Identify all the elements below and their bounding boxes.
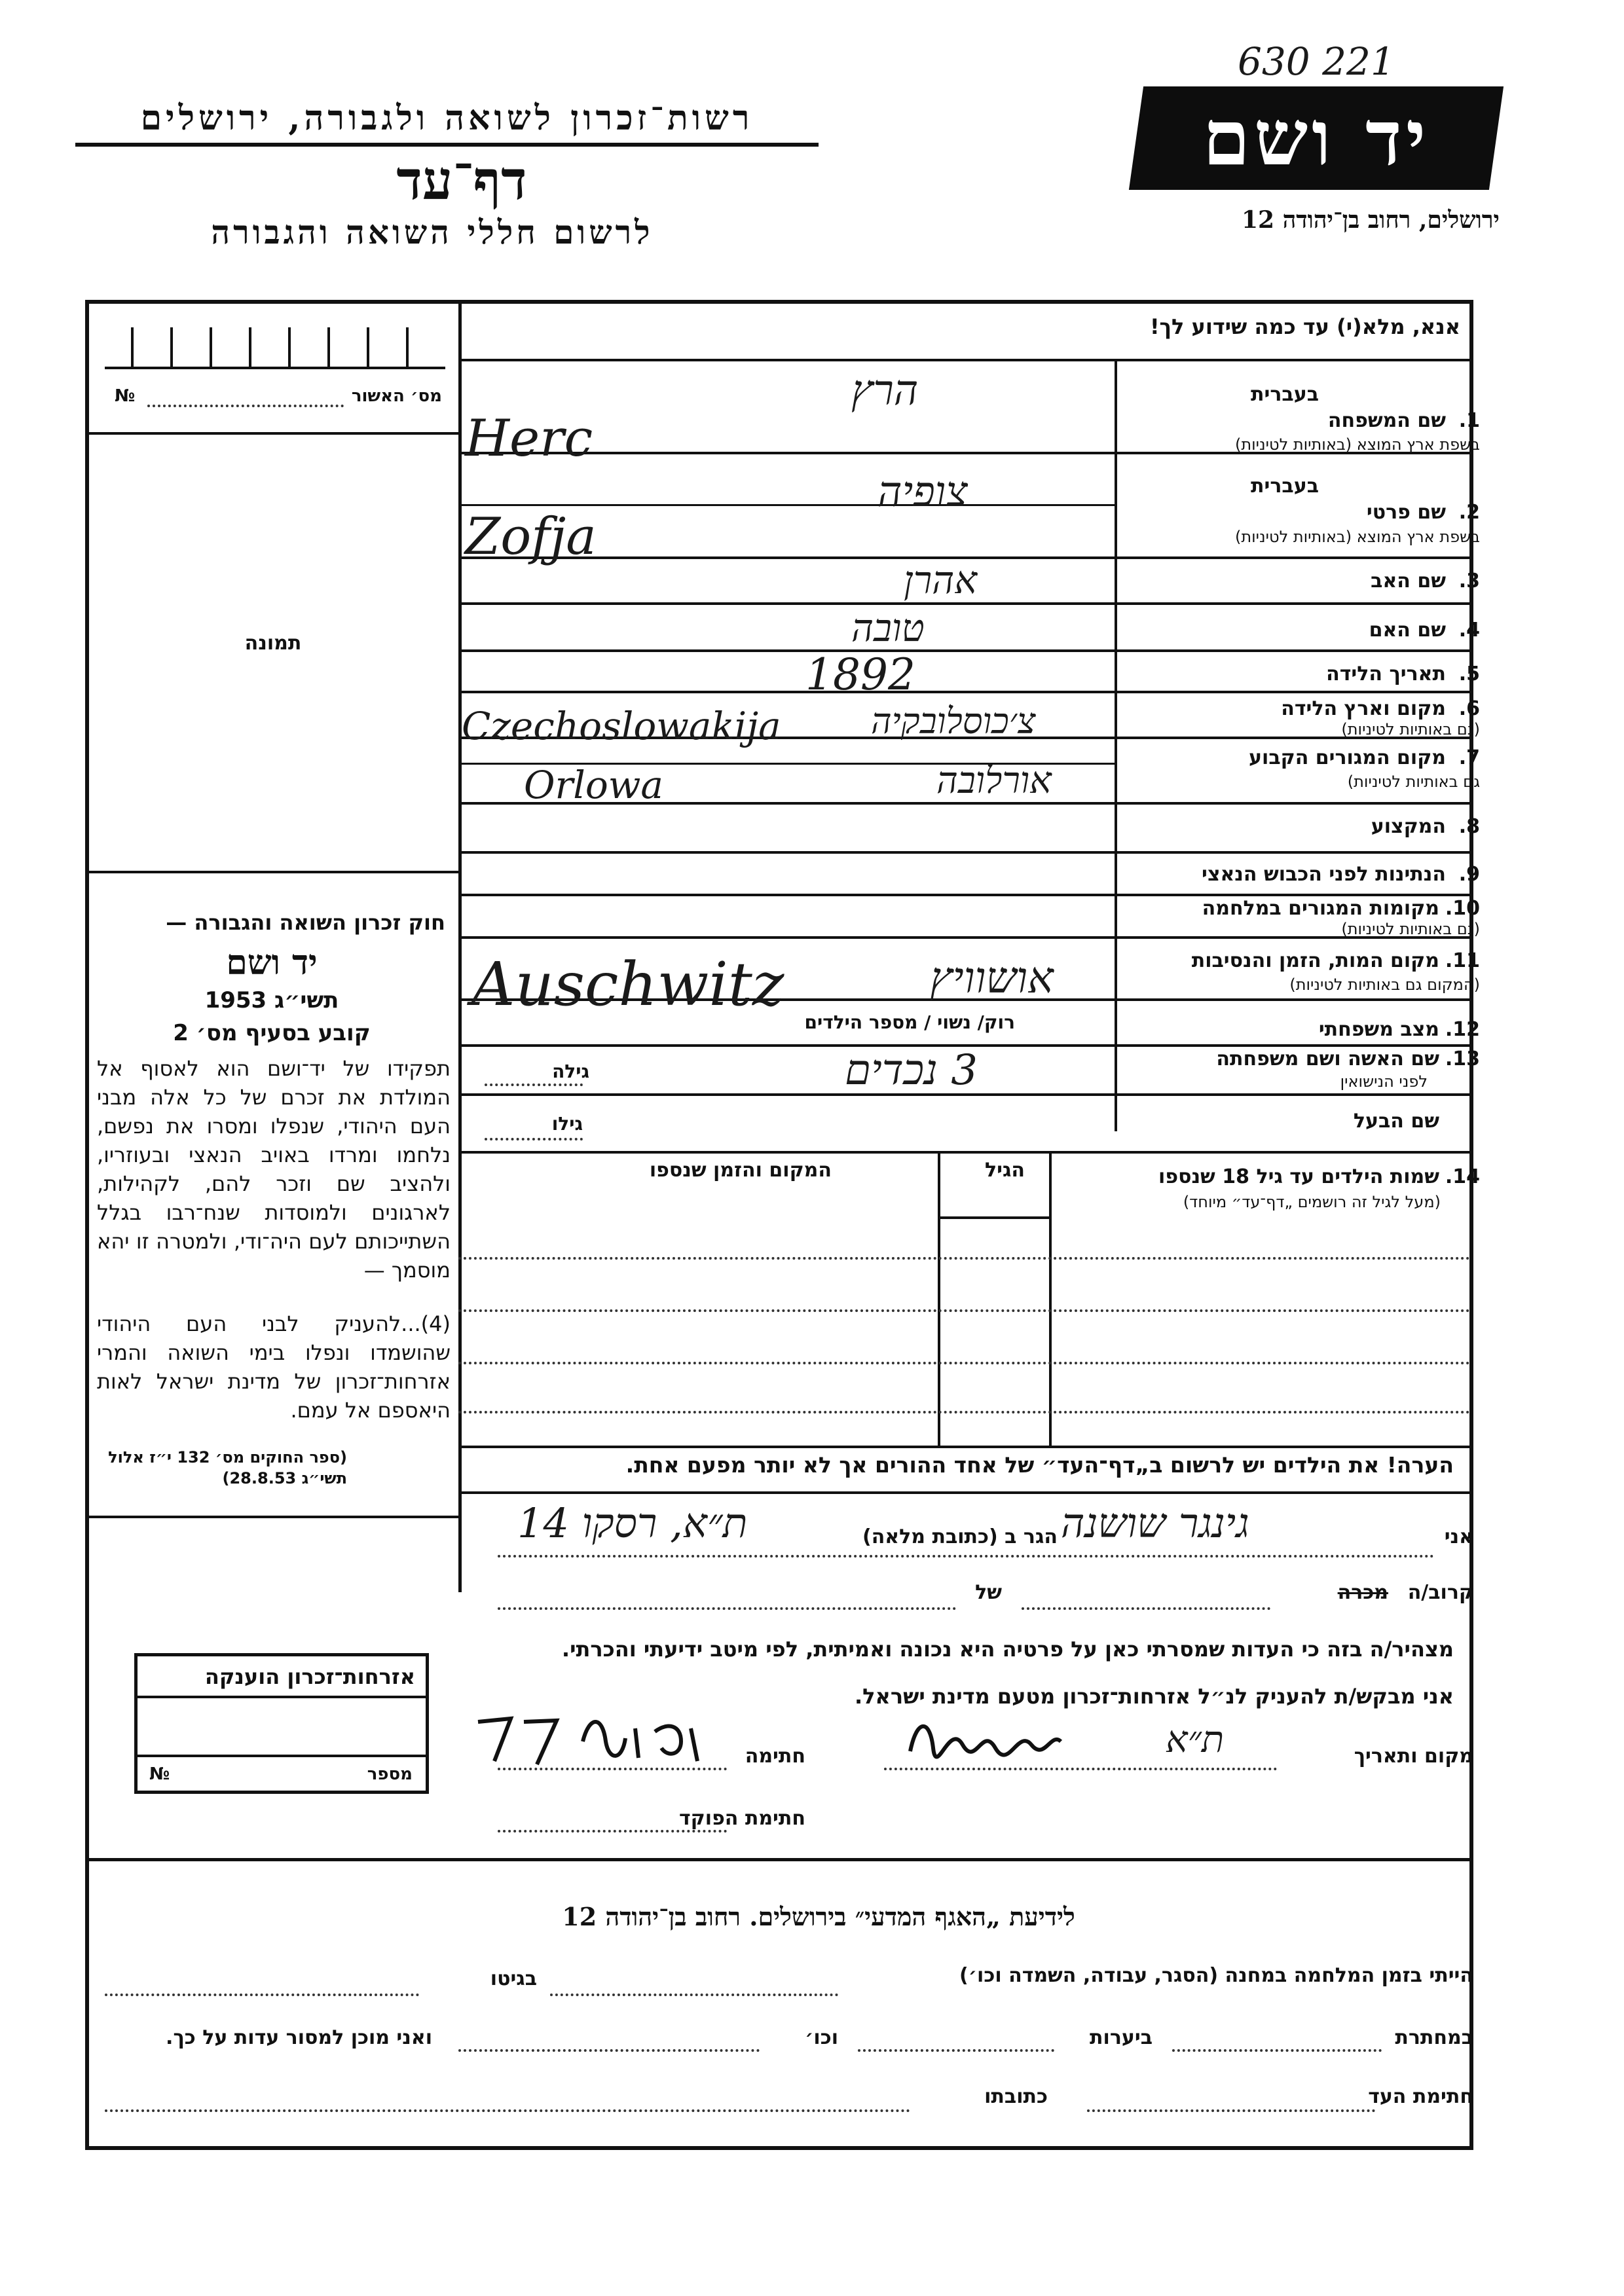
field-10-sub: (גם באותיות לטיניות) (1341, 920, 1480, 938)
declaration: מצהיר/ה בזה כי העדות שמסרתי כאן על פרטיה היא נכונה ואמיתית, לפי מיטב ידיעתי והכרתי. (561, 1637, 1454, 1662)
field-4-label: שם האם (1369, 619, 1446, 642)
approval-label: מס׳ האשור (351, 386, 442, 406)
archive-number: 630 221 (1238, 39, 1395, 84)
official-signature-label: חתימת הפוקד (679, 1807, 805, 1830)
field-2-heb-tag: בעברית (1251, 475, 1319, 498)
field-1-value-lat: Herc (465, 409, 593, 468)
field-10-label: מקומות המגורים במלחמה (1202, 897, 1439, 920)
label-column-divider (1115, 359, 1117, 1131)
field-2-label: שם פרטי (1366, 501, 1446, 524)
citizenship-number-label: מספר (367, 1764, 413, 1784)
field-6-value-lat: Czechoslowakija (462, 704, 781, 748)
approval-ticks (105, 327, 445, 369)
approval-no: № (115, 386, 136, 406)
left-column-divider (458, 302, 462, 1592)
husband-age-label: גילו (551, 1113, 583, 1135)
relation-shel: של (975, 1581, 1002, 1604)
children-label: שמות הילדים עד גיל 18 שנספו (1158, 1165, 1439, 1188)
place-date-value: ת״א (1166, 1719, 1225, 1761)
field-8-label: המקצוע (1371, 815, 1446, 838)
bottom-line2-b: ביערות (1090, 2026, 1153, 2049)
field-3-value: אהרן (904, 558, 978, 602)
field-13-value: 3 נכדים (845, 1046, 978, 1095)
field-1-label: שם המשפחה (1327, 409, 1446, 432)
request: אני מבקש/ת להעניק לנ״ל אזרחות־זכרון מטעם מדינת ישראל. (855, 1684, 1454, 1709)
field-5-num: 5. (1458, 663, 1480, 685)
approval-number-row (115, 386, 442, 412)
bottom-line1-a: הייתי בזמן המלחמה במחנה (הסגר, עבודה, השמדה וכו׳) (959, 1964, 1473, 1987)
relation-value: מכרה (1337, 1581, 1388, 1604)
citizenship-box (134, 1653, 429, 1794)
relation-label: קרוב/ה (1407, 1581, 1473, 1604)
logo-text: יד ושם (1202, 94, 1430, 183)
field-12-num: 12. (1445, 1018, 1480, 1041)
field-3-label: שם האב (1371, 570, 1446, 592)
field-13-label: שם האשה ושם משפחתה (1216, 1048, 1439, 1070)
field-6-value-heb: צ׳כוסלובקיה (871, 701, 1036, 742)
place-date-label: מקום ותאריך (1354, 1745, 1473, 1768)
law-text-2: (4)...להעניק לבני העם היהודי שהושמדו ונפלו בימי השואה והמרי אזרחות־זכרון של מדינת ישראל לאות היאספם אל עמם. (97, 1311, 451, 1423)
field-9-num: 9. (1458, 863, 1480, 886)
bottom-line2-a: במחתרת (1395, 2026, 1473, 2049)
field-3-num: 3. (1458, 570, 1480, 592)
field-11-value-lat: Auschwitz (471, 949, 784, 1019)
citizenship-no: № (149, 1764, 170, 1784)
field-2-value-lat: Zofja (465, 507, 597, 566)
bottom-line3-b: כתובתו (984, 2085, 1048, 2108)
field-11-value-heb: אושוויץ (930, 953, 1054, 1003)
children-num: 14. (1445, 1165, 1480, 1188)
note: הערה! את הילדים יש לרשום ב„דף־העד״ של אחד ההורים אך לא יותר מפעם אחת. (625, 1452, 1454, 1478)
yad-vashem-logo (1129, 86, 1504, 190)
field-12-label: מצב משפחתי (1318, 1018, 1439, 1041)
date-scribble (904, 1712, 1067, 1764)
field-11-label: מקום המות, הזמן והנסיבות (1191, 949, 1439, 972)
bottom-line2-c: וכו׳ (805, 2026, 838, 2049)
form-subtitle: לרשום חללי השואה והגבורה (211, 213, 654, 251)
law-citation: (ספר החוקים מס׳ 132 י״ז אלול תשי״ג 28.8.53) (108, 1448, 347, 1487)
field-6-label: מקום וארץ הלידה (1281, 697, 1446, 720)
field-2-value-heb: צופיה (877, 468, 968, 517)
field-11-num: 11. (1445, 949, 1480, 972)
field-1-num: 1. (1458, 409, 1480, 432)
bottom-title: לידיעת „האגף המדעי״ בירושלים. רחוב בן־יהודה 12 (562, 1902, 1075, 1931)
authority-name: רשות־זכרון לשואה ולגבורה, ירושלים (140, 98, 754, 138)
bottom-line1-b: בגיטו (490, 1967, 537, 1990)
field-7-label: מקום המגורים הקבוע (1249, 746, 1446, 769)
children-sub: (מעל לגיל זה רושמים „דף־עד״ מיוחד) (1183, 1193, 1441, 1211)
photo-label: תמונה (244, 632, 302, 655)
field-5-label: תאריך הלידה (1326, 663, 1446, 685)
declarant-resides: הגר ב (כתובת מלאה) (862, 1525, 1058, 1548)
declarant-ani: אני (1444, 1525, 1473, 1548)
field-5-value: 1892 (805, 649, 915, 700)
children-col-place: המקום והזמן שנספו (649, 1159, 832, 1182)
signature-label: חתימה (745, 1745, 805, 1768)
header-rule (75, 143, 819, 147)
field-12-options: רוק/ נשוי / מספר הילדים (804, 1011, 1015, 1033)
law-name: יד ושם (226, 943, 318, 983)
form-title: דף־עד (396, 149, 527, 212)
field-6-sub: (גם באותיות לטיניות) (1341, 720, 1480, 738)
field-7-num: 7. (1458, 746, 1480, 769)
handwritten-signature (471, 1702, 720, 1774)
law-text: תפקידו של יד־ושם הוא לאסוף אל המולדת את זכרם של כל אלה מבני העם היהודי, שנפלו ומסרו את נפשם, נלחמו ומרדו באויב הנאצי ובעוזריו, ולהציב שם וזכר להם, לקהילות, לארגונים ולמוסדות שנח־רבו בגלל השתייכותם לעם היה־ודי, ולמטרה זו יהא מוסמך — (97, 1056, 451, 1283)
field-7-value-lat: Orlowa (524, 763, 663, 807)
bottom-line3-a: חתימת העד (1368, 2085, 1473, 2108)
declarant-address: ת״א, רסקו 14 (517, 1499, 748, 1547)
law-section: קובע בסעיף מס׳ 2 (173, 1020, 371, 1046)
field-2-num: 2. (1458, 501, 1480, 524)
field-9-label: הנתינות לפני הכבוש הנאצי (1202, 863, 1446, 886)
children-col-age: הגיל (985, 1159, 1025, 1182)
field-13-sub: לפני הנישואין (1340, 1072, 1428, 1091)
field-13-age-label: גילה (552, 1061, 589, 1082)
law-year: תשי״ג 1953 (204, 987, 339, 1013)
field-2-sub: בשפת ארץ המוצא (באותיות לטיניות) (1235, 528, 1480, 546)
field-1-heb-tag: בעברית (1251, 383, 1319, 406)
field-1-sub: בשפת ארץ המוצא (באותיות לטיניות) (1235, 435, 1480, 454)
field-6-num: 6. (1458, 697, 1480, 720)
declarant-name: גינגר שושנה (1061, 1499, 1249, 1547)
law-heading: חוק זכרון השואה והגבורה — (166, 910, 445, 935)
field-7-value-heb: אורלובה (936, 759, 1052, 802)
field-10-num: 10. (1445, 897, 1480, 920)
field-1-value-heb: הרץ (851, 367, 919, 415)
field-4-value: טובה (851, 606, 925, 650)
field-7-sub: גם באותיות לטיניות) (1347, 773, 1480, 791)
field-8-num: 8. (1458, 815, 1480, 838)
bottom-line2-d: ואני מוכן למסור עדות על כך. (166, 2026, 432, 2049)
field-13-num: 13. (1445, 1048, 1480, 1070)
field-11-sub: (המקום גם באותיות לטיניות) (1289, 975, 1480, 994)
instructions: אנא, מלא(י) עד כמה שידוע לך! (1149, 314, 1460, 339)
address: ירושלים, רחוב בן־יהודה 12 (1241, 206, 1500, 234)
husband-label: שם הבעל (1353, 1110, 1439, 1133)
citizenship-title: אזרחות־זכרון הוענקה (204, 1664, 415, 1689)
field-4-num: 4. (1458, 619, 1480, 642)
